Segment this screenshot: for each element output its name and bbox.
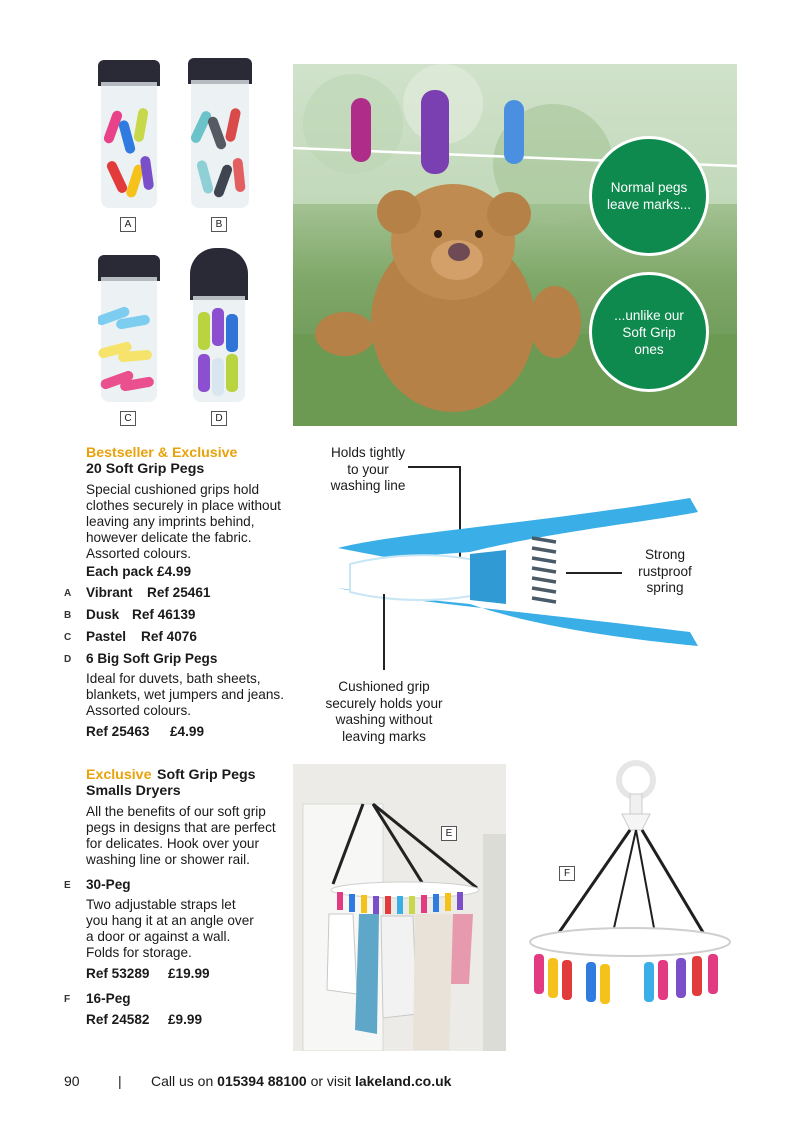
pack-label-c: C [120,411,136,426]
product2-tag: Exclusive [86,767,152,783]
variant-f-title: 16-Peg [86,991,131,1006]
variant-e-desc-1: Two adjustable straps let [86,897,236,912]
variant-d-desc-3: Assorted colours. [86,703,192,718]
pack-dusk-image [188,58,252,208]
callout-top-line-3: washing line [330,478,406,493]
callout-cushioned-grip [308,679,460,745]
footer-contact [151,1073,451,1089]
variant-f-letter: F [64,994,71,1005]
product2-title-b: Smalls Dryers [86,783,181,799]
bubble-soft-grip [589,272,709,392]
variant-c-ref: Ref 4076 [141,629,197,644]
pack-label-b: B [211,217,227,232]
variant-e-title: 30-Peg [86,877,131,892]
product1-desc-2: clothes securely in place without [86,498,281,513]
variant-e-desc-3: a door or against a wall. [86,929,231,944]
footer-page-number: 90 [64,1073,80,1089]
callout-bottom-line-1: Cushioned grip [338,679,430,694]
variant-d-title: 6 Big Soft Grip Pegs [86,651,218,666]
footer-visit-text: or visit [306,1073,355,1089]
callout-top-line-2: to your [347,461,389,477]
bubble-normal-pegs [589,136,709,256]
footer-call-text: Call us on [151,1073,218,1089]
product1-title: 20 Soft Grip Pegs [86,461,205,477]
callout-bottom-line-3: washing without [335,712,433,727]
variant-d-letter: D [64,654,72,665]
product1-desc-1: Special cushioned grips hold [86,482,260,497]
product1-price: Each pack £4.99 [86,564,192,579]
variant-c-letter: C [64,632,72,643]
product2-desc-1: All the benefits of our soft grip [86,804,266,819]
variant-e-ref: Ref 53289 [86,966,150,981]
product2-desc-2: pegs in designs that are perfect [86,820,276,835]
variant-b-ref: Ref 46139 [132,607,196,622]
variant-e-desc-2: you hang it at an angle over [86,913,254,928]
callout-bottom-line-2: securely holds your [325,695,443,711]
variant-a-ref: Ref 25461 [147,585,211,600]
variant-a-name: Vibrant [86,585,133,600]
dryer-door-illustration [293,764,506,1051]
variant-d-desc-2: blankets, wet jumpers and jeans. [86,687,284,702]
footer-phone: 015394 88100 [217,1073,307,1089]
variant-f-ref: Ref 24582 [86,1012,150,1027]
variant-d-price: £4.99 [170,724,205,739]
callout-strong-spring [624,547,706,597]
callout-top-line-1: Holds tightly [330,445,406,460]
variant-f-price: £9.99 [168,1012,203,1027]
dryer-16-peg-illustration [526,758,732,1020]
photo-f-label: F [559,866,575,881]
variant-b-name: Dusk [86,607,120,622]
callout-right-line-2: rustproof [638,563,692,579]
callout-right-line-3: spring [646,580,684,595]
peg-spring [532,538,556,602]
product2-title-a: Soft Grip Pegs [157,767,256,783]
callout-bottom-line-4: leaving marks [342,728,426,744]
product2-desc-4: washing line or shower rail. [86,852,250,867]
variant-d-ref: Ref 25463 [86,724,150,739]
footer-separator: | [118,1073,122,1089]
variant-e-price: £19.99 [168,966,210,981]
callout-right-line [566,572,622,574]
variant-a-letter: A [64,588,72,599]
product2-desc-3: for delicates. Hook over your [86,836,260,851]
variant-e-desc-4: Folds for storage. [86,945,192,960]
variant-c-name: Pastel [86,629,127,644]
pack-label-a: A [120,217,136,232]
callout-holds-tightly [316,445,420,495]
photo-e-label: E [441,826,457,841]
product1-desc-5: Assorted colours. [86,546,192,561]
callout-bottom-line-v [383,594,385,670]
bubble-normal-pegs-text: Normal pegs leave marks... [606,180,692,212]
variant-b-letter: B [64,610,72,621]
variant-d-desc-1: Ideal for duvets, bath sheets, [86,671,261,686]
hero-teddy-photo [293,64,737,426]
pack-label-d: D [211,411,227,426]
peg-centre [470,550,506,604]
bubble-soft-grip-text: ...unlike our Soft Grip ones [614,307,684,357]
callout-right-line-1: Strong [644,547,686,562]
product1-desc-4: however delicate the fabric. [86,530,252,545]
callout-top-line-h [408,466,460,468]
pack-big-image [190,248,248,402]
variant-e-letter: E [64,880,71,891]
footer-website-link[interactable]: lakeland.co.uk [354,1073,452,1089]
pack-vibrant-image [98,60,160,208]
pack-pastel-image [98,255,160,402]
product1-desc-3: leaving any imprints behind, [86,514,255,529]
dryer-30-peg-photo [293,764,506,1051]
product1-tag: Bestseller & Exclusive [86,445,238,461]
